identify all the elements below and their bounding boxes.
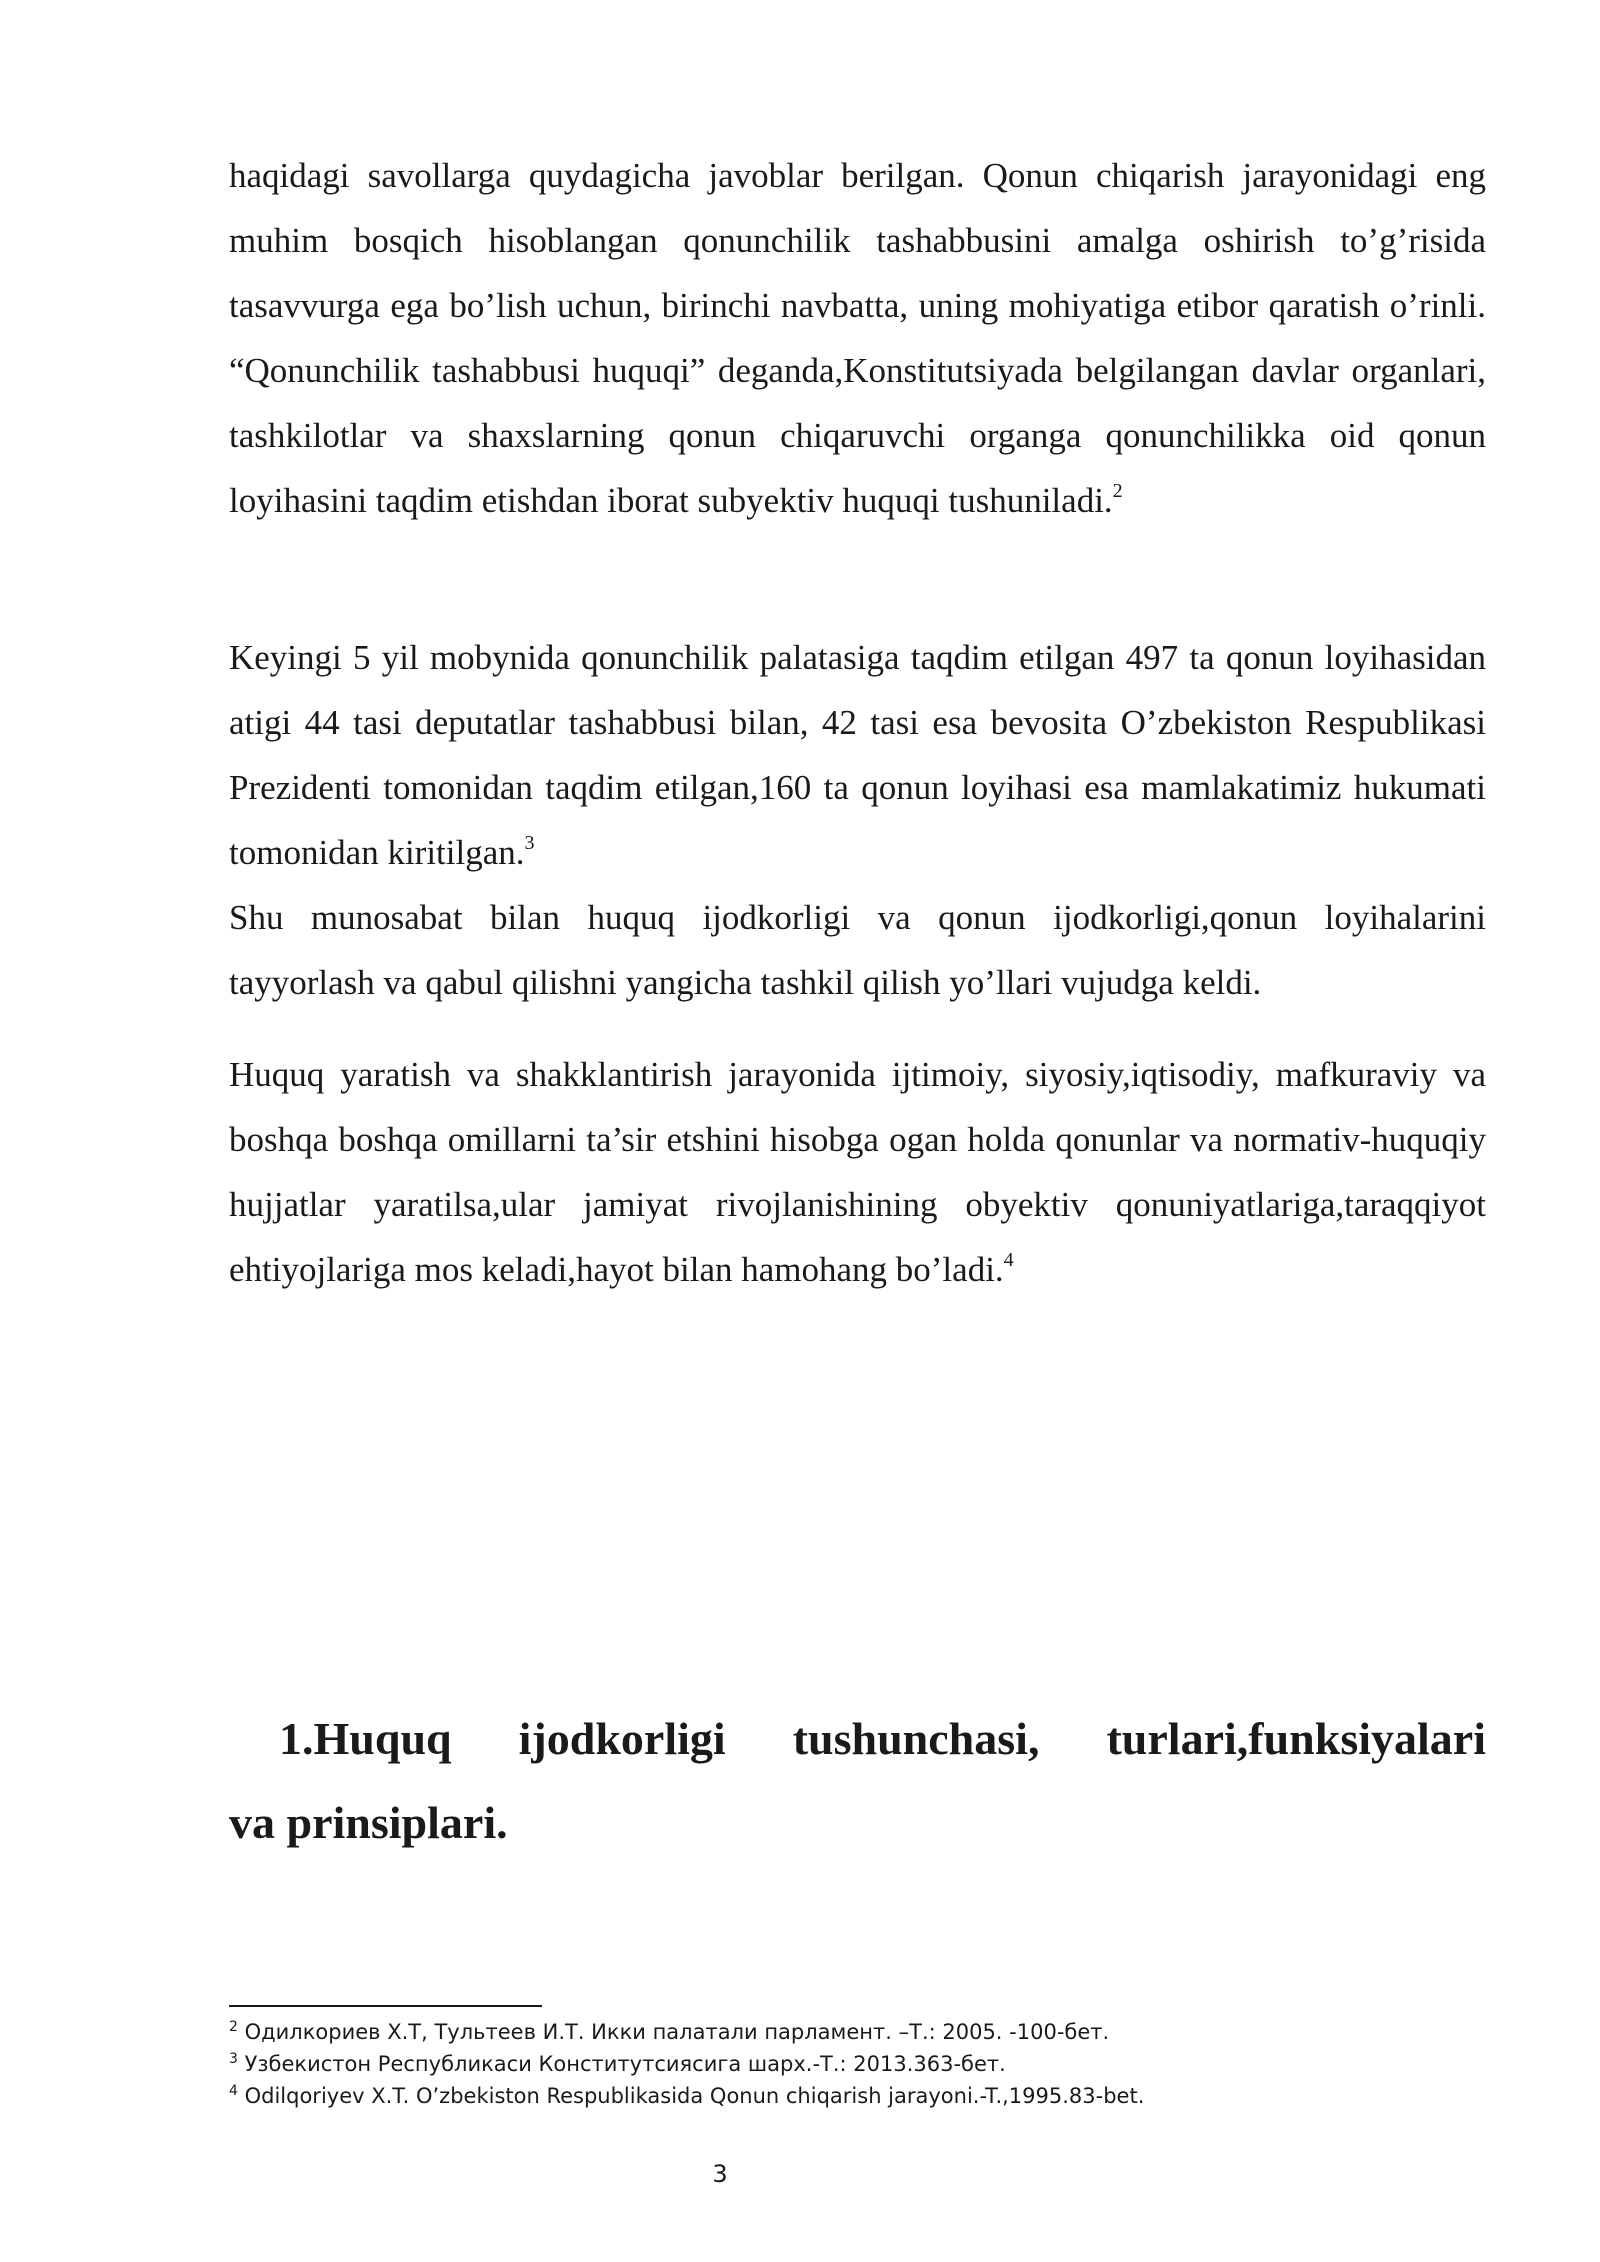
paragraph-3: [229, 1042, 1486, 1302]
footnote-separator: [229, 2005, 542, 2007]
footnote-text: Одилкориев Х.Т, Тультеев И.Т. Икки палатали парламент. –Т.: 2005. -100-бет.: [237, 2020, 1110, 2044]
footnote-item: [229, 2016, 1486, 2048]
footnote-ref-4: 4: [1003, 1249, 1014, 1272]
footnote-text: Odilqoriyev X.T. O’zbekiston Respublikasida Qonun chiqarish jarayoni.-T.,1995.83-bet.: [237, 2084, 1145, 2108]
paragraph-2-text-a: Keyingi 5 yil mobynida qonunchilik palatasiga taqdim etilgan 497 ta qonun loyihasidan atigi 44 tasi deputatlar tashabbusi bilan, 42 tasi esa bevosita O’zbekiston Respublikasi Prezidenti tomonidan taqdim etilgan,160 ta qonun loyihasi esa mamlakatimiz hukumati tomonidan kiritilgan.: [229, 638, 1486, 872]
footnote-ref-3: 3: [524, 832, 535, 855]
footnote-text: Узбекистон Республикаси Конститутсиясига шарх.-Т.: 2013.363-бет.: [237, 2052, 1006, 2076]
paragraph-3-text: Huquq yaratish va shakklantirish jarayonida ijtimoiy, siyosiy,iqtisodiy, mafkuraviy va boshqa boshqa omillarni ta’sir etshini hisobga ogan holda qonunlar va normativ-huquqiy hujjatlar yaratilsa,ular jamiyat rivojlanishining obyektiv qonuniyatlariga,taraqqiyot ehtiyojlariga mos keladi,hayot bilan hamohang bo’ladi.: [229, 1055, 1486, 1289]
section-heading-line-1: 1.Huquq ijodkorligi tushunchasi, turlari,funksiyalari: [279, 1713, 1486, 1764]
paragraph-2: [229, 625, 1486, 1015]
footnote-item: [229, 2048, 1486, 2080]
paragraph-1: [229, 143, 1486, 533]
footnote-number: 3: [229, 2051, 238, 2067]
section-heading: [229, 1697, 1486, 1865]
paragraph-1-text: haqidagi savollarga quydagicha javoblar berilgan. Qonun chiqarish jarayonidagi eng muhim bosqich hisoblangan qonunchilik tashabbusini amalga oshirish to’g’risida tasavvurga ega bo’lish uchun, birinchi navbatta, uning mohiyatiga etibor qaratish o’rinli. “Qonunchilik tashabbusi huquqi” deganda,Konstitutsiyada belgilangan davlar organlari, tashkilotlar va shaxslarning qonun chiqaruvchi organga qonunchilikka oid qonun loyihasini taqdim etishdan iborat subyektiv huquqi tushuniladi.: [229, 156, 1486, 520]
footnote-number: 4: [229, 2083, 238, 2099]
section-heading-line-2: va prinsiplari.: [229, 1797, 508, 1848]
footnote-number: 2: [229, 2019, 238, 2035]
footnote-ref-2: 2: [1112, 480, 1123, 503]
footnotes-list: [229, 2016, 1486, 2112]
paragraph-2-text-b: Shu munosabat bilan huquq ijodkorligi va qonun ijodkorligi,qonun loyihalarini tayyorlash va qabul qilishni yangicha tashkil qilish yo’llari vujudga keldi.: [229, 898, 1486, 1002]
footnote-item: [229, 2080, 1486, 2112]
page-number: 3: [712, 2160, 728, 2188]
